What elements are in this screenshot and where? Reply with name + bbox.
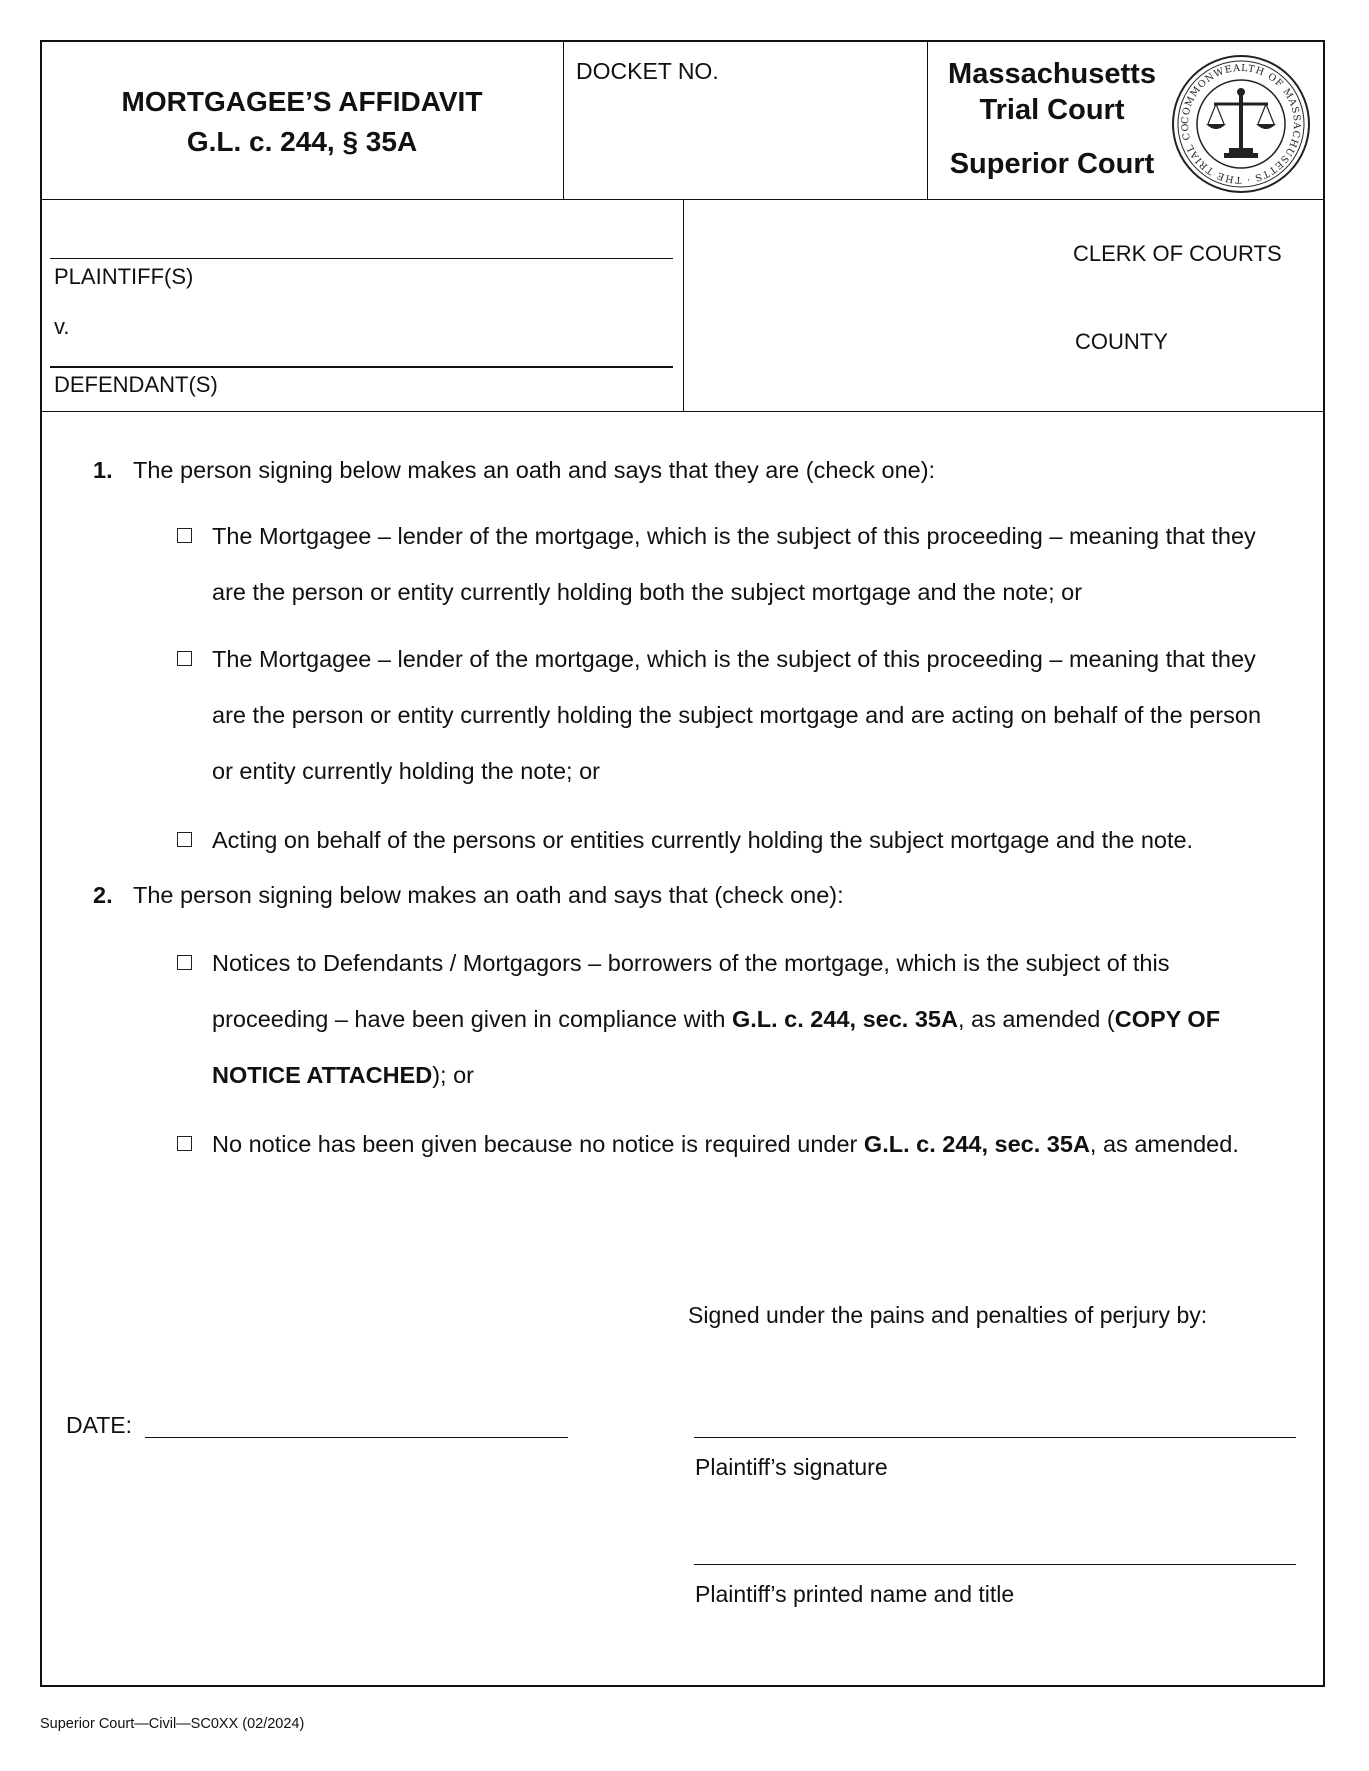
section1-number: 1. — [93, 457, 113, 483]
section1-option1-checkbox[interactable] — [177, 528, 192, 543]
section2-option1-line2: proceeding – have been given in compliance with G.L. c. 244, sec. 35A, as amended (COPY OF — [212, 1006, 1221, 1032]
section1-option1-line2: are the person or entity currently holding both the subject mortgage and the note; or — [212, 579, 1083, 605]
section2-intro: The person signing below makes an oath and says that (check one): — [133, 882, 844, 908]
form-title-block — [42, 82, 562, 162]
defendant-name-line[interactable] — [50, 366, 673, 368]
section1-intro: The person signing below makes an oath and says that they are (check one): — [133, 457, 936, 483]
clerk-of-courts-label: CLERK OF COURTS — [1073, 241, 1282, 266]
perjury-declaration: Signed under the pains and penalties of perjury by: — [688, 1302, 1208, 1328]
section2-number: 2. — [93, 882, 113, 908]
svg-text:COMMONWEALTH OF MASSACHUSETTS — [1168, 52, 1302, 185]
section2-option1-line1: Notices to Defendants / Mortgagors – borrowers of the mortgage, which is the subject of this — [212, 950, 1170, 976]
docket-number-field[interactable] — [566, 95, 924, 195]
parties-bottom-divider — [40, 411, 1325, 412]
footer-form-id: Superior Court—Civil—SC0XX (02/2024) — [40, 1716, 305, 1732]
date-label: DATE: — [66, 1412, 133, 1438]
court-trial: Trial Court — [979, 94, 1125, 126]
section1-option3-text — [212, 812, 1322, 868]
section2-option1-line3: NOTICE ATTACHED); or — [212, 1062, 474, 1088]
docket-label: DOCKET NO. — [576, 58, 719, 84]
section1-option3-checkbox[interactable] — [177, 832, 192, 847]
parties-divider — [683, 200, 684, 412]
date-line[interactable] — [145, 1437, 568, 1438]
court-state: Massachusetts — [948, 58, 1156, 90]
county-label: COUNTY — [1075, 329, 1168, 354]
header-divider-right — [927, 40, 928, 200]
section2-option1-text — [212, 935, 1322, 1103]
section2-option2-line1: No notice has been given because no notice is required under G.L. c. 244, sec. 35A, as amended. — [212, 1131, 1239, 1157]
section1-option2-text — [212, 631, 1322, 799]
header-divider-left — [563, 40, 564, 200]
section2-option1-checkbox[interactable] — [177, 955, 192, 970]
printed-name-line[interactable] — [694, 1564, 1296, 1565]
plaintiff-label: PLAINTIFF(S) — [54, 264, 194, 289]
section1-option2-line1: The Mortgagee – lender of the mortgage, which is the subject of this proceeding – meaning that they — [212, 646, 1256, 672]
section1-option3-line1: Acting on behalf of the persons or entities currently holding the subject mortgage and the note. — [212, 827, 1194, 853]
signature-line[interactable] — [694, 1437, 1296, 1438]
form-title: MORTGAGEE’S AFFIDAVIT — [121, 86, 483, 117]
section1-option1-line1: The Mortgagee – lender of the mortgage, which is the subject of this proceeding – meaning that they — [212, 523, 1256, 549]
defendant-label: DEFENDANT(S) — [54, 372, 218, 397]
court-superior: Superior Court — [949, 148, 1155, 180]
trial-court-seal-icon — [1168, 52, 1314, 196]
form-statute: G.L. c. 244, § 35A — [186, 126, 418, 157]
printed-name-label: Plaintiff’s printed name and title — [695, 1581, 1015, 1607]
section1-option2-checkbox[interactable] — [177, 651, 192, 666]
section1-option2-line3: or entity currently holding the note; or — [212, 758, 600, 784]
section1-option1-text — [212, 508, 1322, 620]
seal-text: COMMONWEALTH OF MASSACHUSETTS · THE TRIAL CO — [1179, 62, 1303, 186]
plaintiff-name-line[interactable] — [50, 258, 673, 259]
section2-option2-text — [212, 1116, 1322, 1172]
court-name-block — [932, 56, 1172, 182]
section2-option2-checkbox[interactable] — [177, 1136, 192, 1151]
versus-label: v. — [54, 314, 70, 339]
signature-label: Plaintiff’s signature — [695, 1454, 888, 1480]
section1-option2-line2: are the person or entity currently holding the subject mortgage and are acting on behalf of the person — [212, 702, 1262, 728]
